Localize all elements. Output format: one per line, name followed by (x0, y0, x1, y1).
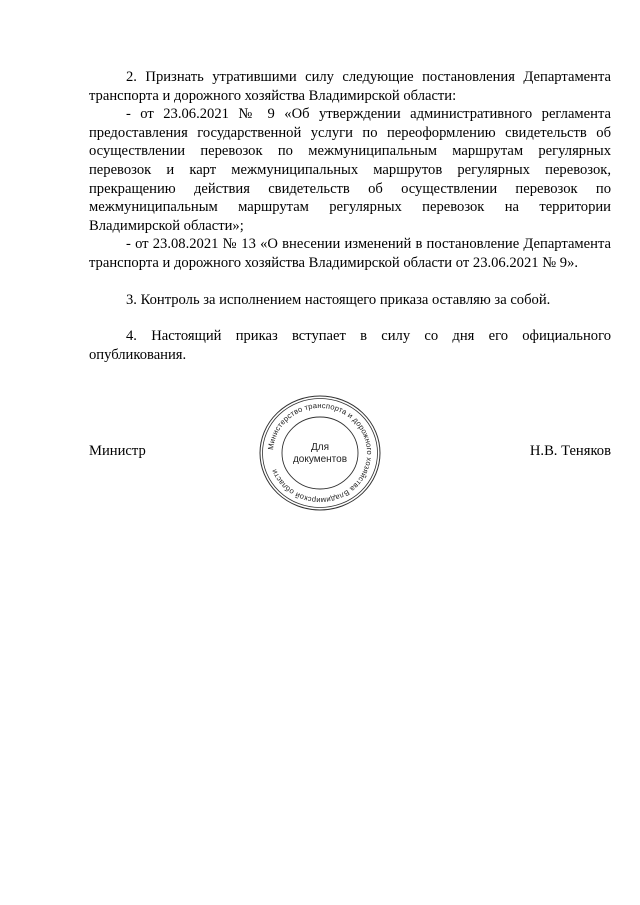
paragraph-2: 2. Признать утратившими силу следующие постановления Департамента транспорта и дорожного хозяйства Владимирской области: (89, 69, 611, 104)
seal-ring-text: Министерство транспорта и дорожного хозяйства Владимирской области (266, 400, 375, 506)
signatory-position: Министр (89, 443, 146, 459)
repealed-item-2: - от 23.08.2021 № 13 «О внесении изменений в постановление Департамента транспорта и дорожного хозяйства Владимирской области от 23.06.2021 № 9». (89, 236, 611, 271)
paragraph-4: 4. Настоящий приказ вступает в силу со дня его официального опубликования. (89, 328, 611, 363)
seal-icon (256, 393, 384, 513)
seal-center-line-2: документов (292, 454, 348, 465)
document-body (89, 68, 611, 364)
signatory-name: Н.В. Теняков (529, 443, 611, 459)
repealed-item-1: - от 23.06.2021 № 9 «Об утверждении административного регламента предоставления государственной услуги по переоформлению свидетельств об осуществлении перевозок по межмуниципальным маршрутам регулярных перевозок и карт межмуниципальных маршрутов регулярных перевозок, прекращению действия свидетельств об осуществлении перевозок по межмуниципальным маршрутам регулярных перевозок на территории Владимирской области»; (89, 106, 611, 234)
paragraph-3: 3. Контроль за исполнением настоящего приказа оставляю за собой. (126, 291, 551, 308)
seal-center-line-1: Для (310, 442, 330, 453)
official-seal-stamp (256, 393, 384, 513)
